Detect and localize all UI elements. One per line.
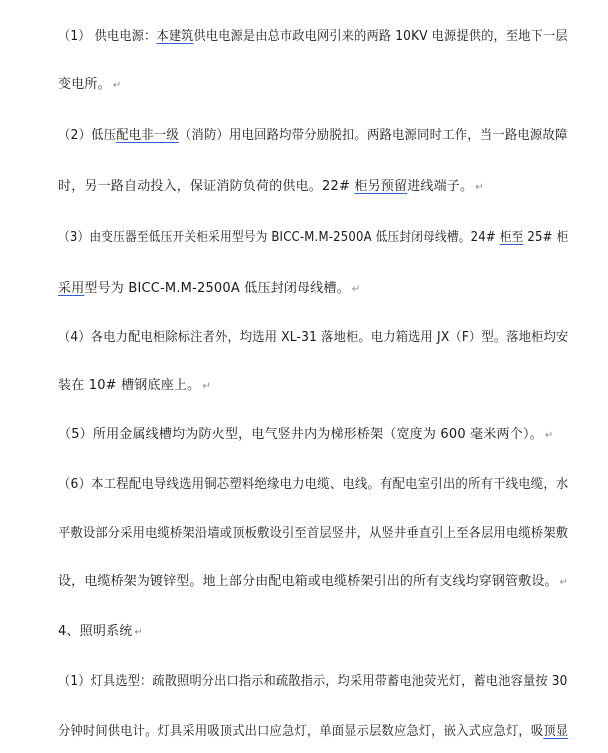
line-text-tail: （消防）用电回路均带分励脱扣。两路电源同时工作，当一路电源故障 [178, 128, 568, 143]
line-text-tail: 25# 柜 [523, 230, 569, 245]
paragraph-mark-icon: ↵ [351, 284, 361, 295]
paragraph-mark-icon: ↵ [134, 627, 144, 638]
text-line [58, 229, 568, 247]
underlined-term: 采用 [58, 281, 85, 296]
line-text-tail: 供电电源是由总市政电网引来的两路 10KV 电源提供的，至地下一层 [193, 29, 568, 44]
line-text: （2）低压 [58, 128, 117, 143]
line-text: （1）灯具选型：疏散照明分出口指示和疏散指示，均采用带蓄电池荧光灯，蓄电池容量按 30 [58, 674, 568, 689]
line-text: 变电所。 [58, 77, 111, 92]
paragraph-mark-icon: ↵ [475, 182, 484, 193]
paragraph-mark-icon: ↵ [202, 381, 211, 392]
line-text: 装在 10# 槽钢底座上。 [58, 378, 201, 393]
underlined-term: 柜另预留 [354, 179, 408, 194]
line-text: （5）所用金属线槽均为防火型，电气竖井内为梯形桥架（宽度为 600 毫米两个）。 [58, 427, 543, 442]
text-line [58, 329, 568, 347]
line-text: （4）各电力配电柜除标注者外，均选用 XL-31 落地柜。电力箱选用 JX（F）型。落地柜均安 [58, 330, 569, 345]
line-text: 平敷设部分采用电缆桥架沿墙或顶板敷设引至首层竖井，从竖井垂直引上至各层用电缆桥架敷 [58, 526, 569, 541]
text-line [58, 28, 568, 46]
line-text-tail: 型号为 BICC-M.M-2500A 低压封闭母线槽。 [84, 281, 350, 296]
text-line [58, 723, 568, 741]
text-line [58, 426, 553, 445]
text-line [58, 178, 484, 197]
text-line [58, 377, 211, 396]
line-text: 4、照明系统 [58, 624, 133, 639]
paragraph-mark-icon: ↵ [544, 430, 554, 441]
text-line [58, 280, 361, 299]
line-text: 时，另一路自动投入，保证消防负荷的供电。22# [58, 179, 355, 194]
paragraph-mark-icon: ↵ [112, 80, 122, 91]
text-line [58, 525, 568, 543]
text-line [58, 127, 568, 145]
underlined-term: 顶显 [543, 724, 569, 739]
underlined-term: 本建筑 [156, 29, 194, 44]
line-text: （1） 供电电源： [58, 29, 157, 44]
line-text: 分钟时间供电计。灯具采用吸顶式出口应急灯，单面显示层数应急灯，嵌入式应急灯，吸 [58, 724, 544, 739]
text-line [58, 673, 568, 691]
text-line [58, 623, 143, 642]
text-line [58, 573, 568, 592]
line-text: （3）由变压器至低压开关柜采用型号为 BICC-M.M-2500A 低压封闭母线槽。24# [58, 230, 500, 245]
text-line [58, 76, 121, 95]
paragraph-mark-icon: ↵ [559, 577, 569, 588]
underlined-term: 柜至 [499, 230, 524, 245]
line-text-tail: 进线端子。 [407, 179, 474, 194]
line-text: （6）本工程配电导线选用铜芯塑料绝缘电力电缆、电线。有配电室引出的所有干线电缆，水 [58, 477, 569, 492]
text-line [58, 476, 568, 494]
line-text: 设，电缆桥架为镀锌型。地上部分由配电箱或电缆桥架引出的所有支线均穿钢管敷设。 [58, 574, 558, 589]
underlined-term: 配电非一级 [116, 128, 179, 143]
